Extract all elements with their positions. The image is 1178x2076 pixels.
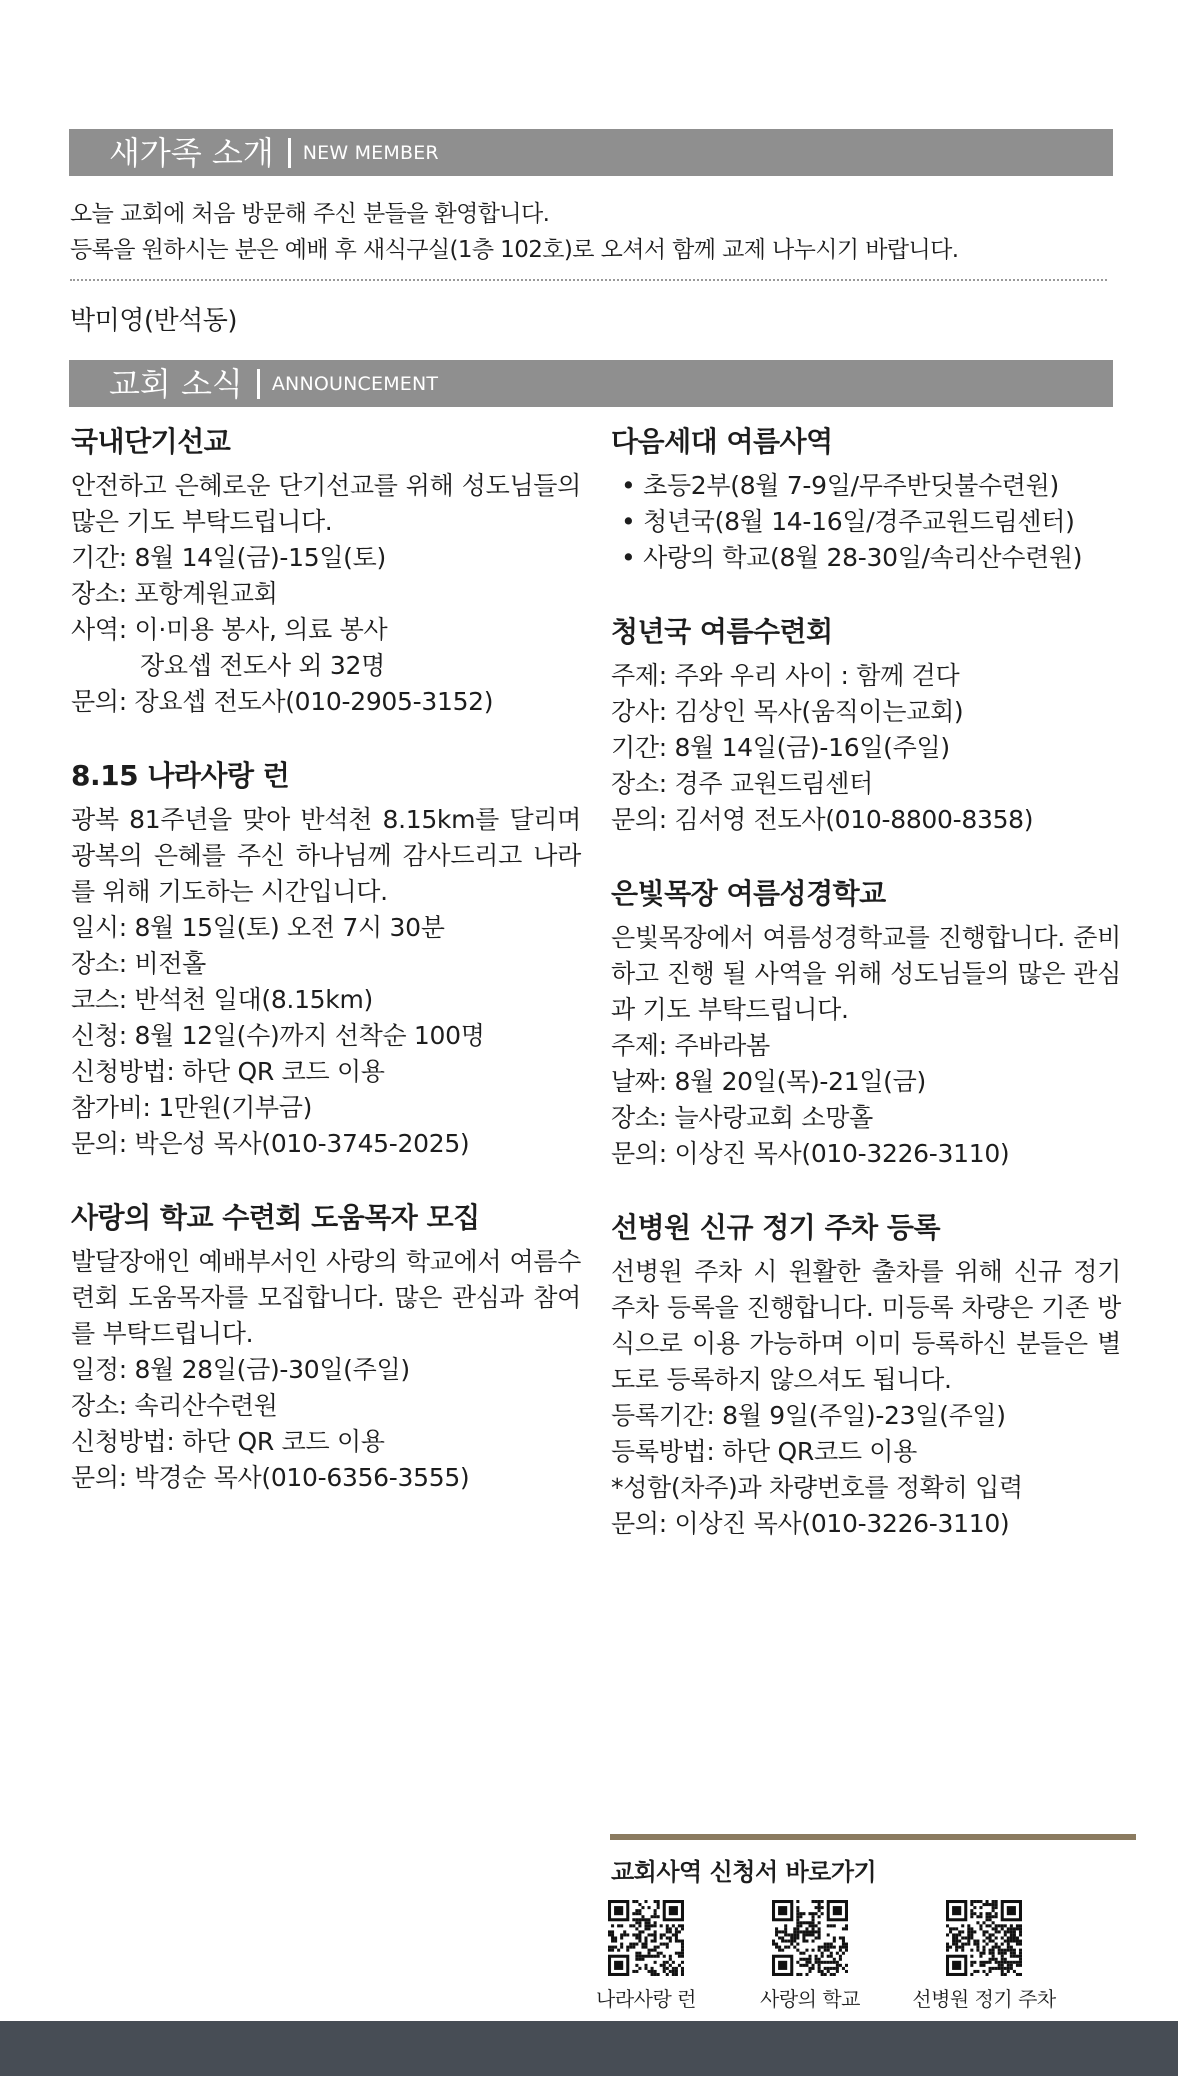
section-description: 안전하고 은혜로운 단기선교를 위해 성도님들의 많은 기도 부탁드립니다. — [71, 471, 581, 536]
section-title: 사랑의 학교 수련회 도움목자 모집 — [71, 1201, 480, 1234]
theme-line: 주제: 주바라봄 — [611, 1031, 770, 1060]
course-line: 코스: 반석천 일대(8.15km) — [71, 985, 373, 1014]
dotted-divider — [70, 279, 1107, 281]
period-line: 기간: 8월 14일(금)-16일(주일) — [611, 733, 950, 762]
vbs-section — [611, 874, 1121, 1172]
place-line: 장소: 늘사랑교회 소망홀 — [611, 1103, 873, 1132]
contact-line: 문의: 김서영 전도사(010-8800-8358) — [611, 805, 1034, 834]
section-title: 은빛목장 여름성경학교 — [611, 877, 886, 910]
note-line: *성함(차주)과 차량번호를 정확히 입력 — [611, 1473, 1023, 1502]
love-school-section — [71, 1198, 581, 1496]
qr-code-run[interactable] — [608, 1900, 684, 1976]
left-column — [71, 422, 581, 1496]
section-title: 8.15 나라사랑 런 — [71, 759, 290, 792]
apply-line: 신청: 8월 12일(수)까지 선착순 100명 — [71, 1021, 485, 1050]
speaker-line: 강사: 김상인 목사(움직이는교회) — [611, 697, 964, 726]
section-title: 다음세대 여름사역 — [611, 425, 833, 458]
accent-rule — [610, 1834, 1136, 1840]
new-member-header — [69, 129, 1113, 176]
new-member-title: 새가족 소개 — [109, 133, 274, 172]
section-title: 국내단기선교 — [71, 425, 231, 458]
place-line: 장소: 비전홀 — [71, 949, 207, 978]
date-line: 일시: 8월 15일(토) 오전 7시 30분 — [71, 913, 445, 942]
new-member-title-en: NEW MEMBER — [302, 141, 439, 164]
list-item: • 청년국(8월 14-16일/경주교원드림센터) — [621, 507, 1075, 536]
qr-label-parking: 선병원 정기 주차 — [912, 1987, 1056, 2011]
qr-code-parking[interactable] — [946, 1900, 1022, 1976]
announcement-title: 교회 소식 — [109, 364, 243, 403]
fee-line: 참가비: 1만원(기부금) — [71, 1093, 313, 1122]
section-description: 광복 81주년을 맞아 반석천 8.15km를 달리며 광복의 은혜를 주신 하나님께 감사드리고 나라를 위해 기도하는 시간입니다. — [71, 805, 581, 906]
section-description: 발달장애인 예배부서인 사랑의 학교에서 여름수련회 도움목자를 모집합니다. 많은 관심과 참여를 부탁드립니다. — [71, 1247, 581, 1348]
contact-line: 문의: 이상진 목사(010-3226-3110) — [611, 1509, 1010, 1538]
right-column — [611, 422, 1121, 1542]
method-line: 신청방법: 하단 QR 코드 이용 — [71, 1427, 385, 1456]
contact-line: 문의: 이상진 목사(010-3226-3110) — [611, 1139, 1010, 1168]
intro-line-1: 오늘 교회에 처음 방문해 주신 분들을 환영합니다. — [70, 201, 550, 227]
parking-section — [611, 1208, 1121, 1542]
qr-label-love-school: 사랑의 학교 — [760, 1987, 860, 2011]
place-line: 장소: 포항계원교회 — [71, 579, 278, 608]
qr-code-love-school[interactable] — [772, 1900, 848, 1976]
qr-label-run: 나라사랑 런 — [596, 1987, 696, 2011]
method-line: 등록방법: 하단 QR코드 이용 — [611, 1437, 918, 1466]
new-member-intro — [70, 196, 958, 268]
place-line: 장소: 경주 교원드림센터 — [611, 769, 873, 798]
date-line: 날짜: 8월 20일(목)-21일(금) — [611, 1067, 926, 1096]
section-title: 선병원 신규 정기 주차 등록 — [611, 1211, 941, 1244]
place-line: 장소: 속리산수련원 — [71, 1391, 278, 1420]
youth-retreat-section — [611, 612, 1121, 838]
list-item: • 초등2부(8월 7-9일/무주반딧불수련원) — [621, 471, 1059, 500]
theme-line: 주제: 주와 우리 사이 : 함께 걷다 — [611, 661, 960, 690]
section-description: 선병원 주차 시 원활한 출차를 위해 신규 정기 주차 등록을 진행합니다. 미등록 차량은 기존 방식으로 이용 가능하며 이미 등록하신 분들은 별도로 등록하지 않으셔도 됩니다. — [611, 1257, 1121, 1394]
contact-line: 문의: 박은성 목사(010-3745-2025) — [71, 1129, 470, 1158]
run-section — [71, 756, 581, 1162]
qr-section-heading: 교회사역 신청서 바로가기 — [611, 1858, 877, 1886]
new-member-name: 박미영(반석동) — [70, 306, 237, 336]
method-line: 신청방법: 하단 QR 코드 이용 — [71, 1057, 385, 1086]
schedule-line: 일정: 8월 28일(금)-30일(주일) — [71, 1355, 410, 1384]
intro-line-2: 등록을 원하시는 분은 예배 후 새식구실(1층 102호)로 오셔서 함께 교제 나누시기 바랍니다. — [70, 237, 959, 263]
title-separator — [288, 138, 291, 168]
short-mission-section — [71, 422, 581, 720]
announcement-title-en: ANNOUNCEMENT — [271, 372, 439, 395]
list-item: • 사랑의 학교(8월 28-30일/속리산수련원) — [621, 543, 1083, 572]
period-line: 기간: 8월 14일(금)-15일(토) — [71, 543, 386, 572]
section-title: 청년국 여름수련회 — [611, 615, 833, 648]
ministry-line: 사역: 이·미용 봉사, 의료 봉사 — [71, 615, 388, 644]
announcement-header — [69, 360, 1113, 407]
section-description: 은빛목장에서 여름성경학교를 진행합니다. 준비하고 진행 될 사역을 위해 성도님들의 많은 관심과 기도 부탁드립니다. — [611, 923, 1121, 1024]
next-gen-section — [611, 422, 1121, 576]
ministry-line-2: 장요셉 전도사 외 32명 — [140, 651, 385, 680]
footer-bar — [0, 2021, 1178, 2076]
contact-line: 문의: 박경순 목사(010-6356-3555) — [71, 1463, 470, 1492]
period-line: 등록기간: 8월 9일(주일)-23일(주일) — [611, 1401, 1006, 1430]
title-separator — [257, 369, 260, 399]
contact-line: 문의: 장요셉 전도사(010-2905-3152) — [71, 687, 494, 716]
